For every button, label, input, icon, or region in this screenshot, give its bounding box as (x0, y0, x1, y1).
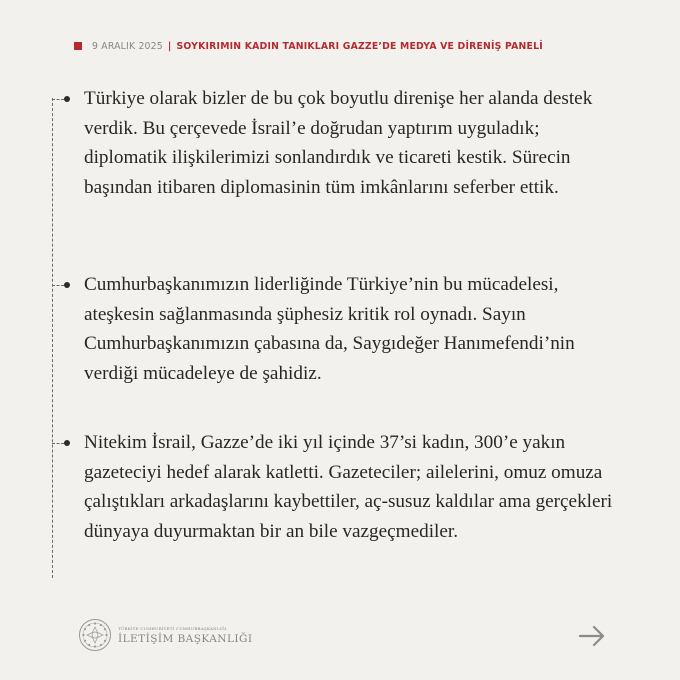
header-date: 9 ARALIK 2025 (92, 40, 163, 52)
bullet-connector (52, 443, 64, 444)
bullet-connector (52, 285, 64, 286)
timeline-dashed-line (52, 98, 54, 578)
bullet-connector (52, 99, 64, 100)
bullet-dot-icon (64, 282, 70, 288)
footer-logo (78, 618, 252, 652)
header-title: SOYKIRIMIN KADIN TANIKLARI GAZZE’DE MEDYA VE DİRENİŞ PANELİ (176, 40, 543, 52)
paragraph-journalists: Nitekim İsrail, Gazze’de iki yıl içinde 37’si kadın, 300’e yakın gazeteciyi hedef alarak katletti. Gazeteciler; ailelerini, omuz omuza çalıştıkları arkadaşlarını kaybettiler, aç-susuz kaldılar ama gerçekleri dünyaya duyurmaktan bir an bile vazgeçmediler. (84, 432, 613, 542)
footer-org-name: İLETİŞİM BAŞKANLIĞI (118, 632, 253, 645)
bullet-dot-icon (64, 440, 70, 446)
bullet-dot-icon (64, 96, 70, 102)
paragraph-support: Türkiye olarak bizler de bu çok boyutlu direnişe her alanda destek verdik. Bu çerçevede İsrail’e doğrudan yaptırım uyguladık; diplomatik ilişkilerimizi sonlandırdık ve ticareti kestik. Sürecin başından itibaren diplomasinin tüm imkânlarını seferber ettik. (84, 88, 593, 198)
footer-org-small: TÜRKİYE CUMHURİYETİ CUMHURBAŞKANLIĞI (118, 625, 227, 631)
paragraph-leadership: Cumhurbaşkanımızın liderliğinde Türkiye’nin bu mücadelesi, ateşkesin sağlanmasında şüphesiz kritik rol oynadı. Sayın Cumhurbaşkanımızın çabasına da, Saygıdeğer Hanımefendi’nin verdiği mücadeleye de şahidiz. (84, 274, 575, 384)
state-emblem-icon (78, 618, 112, 652)
header-bar (74, 38, 543, 54)
header-separator: | (167, 40, 172, 52)
header-square-icon (74, 42, 82, 50)
arrow-right-icon[interactable] (578, 625, 606, 647)
